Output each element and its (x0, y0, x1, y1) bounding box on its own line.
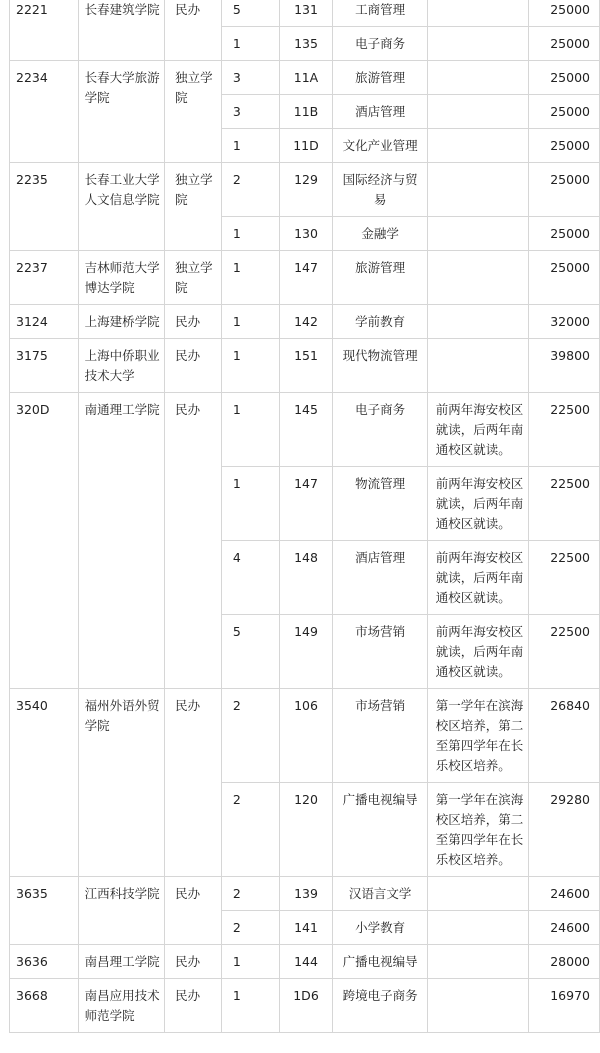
major-code-cell: 11D (279, 129, 333, 163)
tuition-cell: 25000 (529, 27, 600, 61)
plan-count-cell: 2 (221, 689, 279, 783)
major-code-cell: 141 (279, 911, 333, 945)
note-cell (427, 61, 529, 95)
school-code-cell: 3668 (10, 979, 79, 1033)
school-code-cell: 3635 (10, 877, 79, 945)
table-row (10, 251, 600, 305)
tuition-cell: 25000 (529, 129, 600, 163)
plan-count-cell: 2 (221, 163, 279, 217)
tuition-cell: 22500 (529, 541, 600, 615)
tuition-cell: 22500 (529, 393, 600, 467)
major-code-cell: 129 (279, 163, 333, 217)
note-cell (427, 877, 529, 911)
major-code-cell: 147 (279, 467, 333, 541)
plan-count-cell: 1 (221, 305, 279, 339)
school-type-cell: 民办 (165, 877, 222, 945)
school-name-cell: 上海中侨职业技术大学 (78, 339, 165, 393)
tuition-cell: 22500 (529, 615, 600, 689)
major-name-cell: 现代物流管理 (333, 339, 427, 393)
school-type-cell: 独立学院 (165, 61, 222, 163)
major-name-cell: 旅游管理 (333, 61, 427, 95)
admission-table (9, 0, 600, 1033)
note-cell (427, 129, 529, 163)
school-name-cell: 南昌理工学院 (78, 945, 165, 979)
school-name-cell: 长春建筑学院 (78, 0, 165, 61)
tuition-cell: 24600 (529, 877, 600, 911)
major-name-cell: 汉语言文学 (333, 877, 427, 911)
plan-count-cell: 1 (221, 339, 279, 393)
school-name-cell: 上海建桥学院 (78, 305, 165, 339)
note-cell: 前两年海安校区就读，后两年南通校区就读。 (427, 467, 529, 541)
note-cell (427, 339, 529, 393)
note-cell: 前两年海安校区就读，后两年南通校区就读。 (427, 541, 529, 615)
tuition-cell: 25000 (529, 95, 600, 129)
plan-count-cell: 1 (221, 129, 279, 163)
major-code-cell: 145 (279, 393, 333, 467)
tuition-cell: 25000 (529, 163, 600, 217)
note-cell (427, 0, 529, 27)
school-name-cell: 长春大学旅游学院 (78, 61, 165, 163)
note-cell (427, 163, 529, 217)
table-body (10, 0, 600, 1033)
major-code-cell: 11A (279, 61, 333, 95)
major-code-cell: 106 (279, 689, 333, 783)
tuition-cell: 22500 (529, 467, 600, 541)
tuition-cell: 25000 (529, 217, 600, 251)
table-row (10, 0, 600, 27)
tuition-cell: 32000 (529, 305, 600, 339)
school-name-cell: 吉林师范大学博达学院 (78, 251, 165, 305)
tuition-cell: 29280 (529, 783, 600, 877)
note-cell: 前两年海安校区就读，后两年南通校区就读。 (427, 393, 529, 467)
school-name-cell: 江西科技学院 (78, 877, 165, 945)
school-code-cell: 320D (10, 393, 79, 689)
major-code-cell: 139 (279, 877, 333, 911)
plan-count-cell: 2 (221, 877, 279, 911)
note-cell (427, 911, 529, 945)
table-row (10, 163, 600, 217)
major-code-cell: 120 (279, 783, 333, 877)
note-cell (427, 95, 529, 129)
school-code-cell: 3540 (10, 689, 79, 877)
school-type-cell: 民办 (165, 0, 222, 61)
tuition-cell: 24600 (529, 911, 600, 945)
school-name-cell: 南昌应用技术师范学院 (78, 979, 165, 1033)
school-name-cell: 长春工业大学人文信息学院 (78, 163, 165, 251)
note-cell (427, 251, 529, 305)
table-row (10, 393, 600, 467)
school-code-cell: 2235 (10, 163, 79, 251)
school-type-cell: 民办 (165, 305, 222, 339)
school-type-cell: 独立学院 (165, 251, 222, 305)
plan-count-cell: 1 (221, 467, 279, 541)
major-code-cell: 11B (279, 95, 333, 129)
tuition-cell: 39800 (529, 339, 600, 393)
major-code-cell: 151 (279, 339, 333, 393)
school-name-cell: 南通理工学院 (78, 393, 165, 689)
major-code-cell: 142 (279, 305, 333, 339)
note-cell (427, 305, 529, 339)
tuition-cell: 25000 (529, 0, 600, 27)
note-cell: 第一学年在滨海校区培养，第二至第四学年在长乐校区培养。 (427, 783, 529, 877)
plan-count-cell: 3 (221, 95, 279, 129)
major-name-cell: 市场营销 (333, 689, 427, 783)
school-type-cell: 民办 (165, 393, 222, 689)
plan-count-cell: 5 (221, 615, 279, 689)
plan-count-cell: 4 (221, 541, 279, 615)
plan-count-cell: 1 (221, 945, 279, 979)
school-code-cell: 2237 (10, 251, 79, 305)
school-type-cell: 民办 (165, 689, 222, 877)
major-name-cell: 旅游管理 (333, 251, 427, 305)
major-name-cell: 市场营销 (333, 615, 427, 689)
table-row (10, 305, 600, 339)
school-code-cell: 3175 (10, 339, 79, 393)
school-type-cell: 独立学院 (165, 163, 222, 251)
major-name-cell: 物流管理 (333, 467, 427, 541)
table-row (10, 979, 600, 1033)
plan-count-cell: 1 (221, 393, 279, 467)
school-type-cell: 民办 (165, 979, 222, 1033)
school-type-cell: 民办 (165, 339, 222, 393)
note-cell: 第一学年在滨海校区培养，第二至第四学年在长乐校区培养。 (427, 689, 529, 783)
tuition-cell: 25000 (529, 251, 600, 305)
note-cell (427, 945, 529, 979)
table-row (10, 339, 600, 393)
major-name-cell: 广播电视编导 (333, 783, 427, 877)
plan-count-cell: 5 (221, 0, 279, 27)
plan-count-cell: 1 (221, 217, 279, 251)
major-name-cell: 小学教育 (333, 911, 427, 945)
tuition-cell: 16970 (529, 979, 600, 1033)
major-name-cell: 国际经济与贸易 (333, 163, 427, 217)
note-cell (427, 217, 529, 251)
table-row (10, 689, 600, 783)
note-cell (427, 27, 529, 61)
table-row (10, 945, 600, 979)
table-row (10, 877, 600, 911)
major-name-cell: 电子商务 (333, 393, 427, 467)
major-name-cell: 学前教育 (333, 305, 427, 339)
school-code-cell: 2221 (10, 0, 79, 61)
major-code-cell: 135 (279, 27, 333, 61)
plan-count-cell: 1 (221, 27, 279, 61)
plan-count-cell: 2 (221, 783, 279, 877)
plan-count-cell: 2 (221, 911, 279, 945)
major-name-cell: 文化产业管理 (333, 129, 427, 163)
school-name-cell: 福州外语外贸学院 (78, 689, 165, 877)
note-cell: 前两年海安校区就读，后两年南通校区就读。 (427, 615, 529, 689)
major-code-cell: 1D6 (279, 979, 333, 1033)
major-code-cell: 131 (279, 0, 333, 27)
major-name-cell: 广播电视编导 (333, 945, 427, 979)
tuition-cell: 25000 (529, 61, 600, 95)
major-code-cell: 147 (279, 251, 333, 305)
major-name-cell: 工商管理 (333, 0, 427, 27)
school-code-cell: 3124 (10, 305, 79, 339)
major-name-cell: 酒店管理 (333, 541, 427, 615)
plan-count-cell: 3 (221, 61, 279, 95)
major-code-cell: 149 (279, 615, 333, 689)
plan-count-cell: 1 (221, 979, 279, 1033)
tuition-cell: 26840 (529, 689, 600, 783)
major-name-cell: 酒店管理 (333, 95, 427, 129)
note-cell (427, 979, 529, 1033)
major-name-cell: 金融学 (333, 217, 427, 251)
major-code-cell: 130 (279, 217, 333, 251)
major-name-cell: 跨境电子商务 (333, 979, 427, 1033)
major-code-cell: 144 (279, 945, 333, 979)
school-type-cell: 民办 (165, 945, 222, 979)
table-row (10, 61, 600, 95)
major-code-cell: 148 (279, 541, 333, 615)
major-name-cell: 电子商务 (333, 27, 427, 61)
school-code-cell: 2234 (10, 61, 79, 163)
tuition-cell: 28000 (529, 945, 600, 979)
school-code-cell: 3636 (10, 945, 79, 979)
plan-count-cell: 1 (221, 251, 279, 305)
